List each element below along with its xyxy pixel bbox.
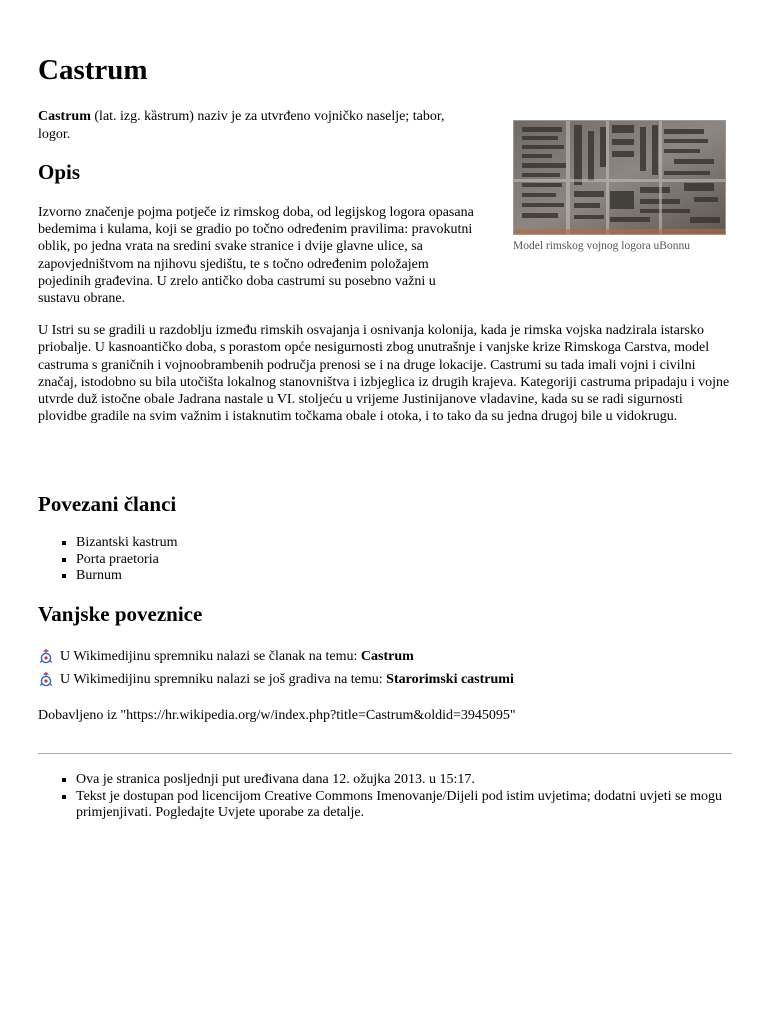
figure-caption: Model rimskog vojnog logora uBonnu (513, 240, 690, 252)
commons-link-prefix-1: U Wikimedijinu spremniku nalazi se članak na temu: (60, 649, 358, 664)
footer-license: ▪ Tekst je dostupan pod licencijom Creative Commons Imenovanje/Dijeli pod istim uvjetima; dodatni uvjeti se mogu primjenjivati. Pogledajte Uvjete uporabe za detalje. (76, 789, 736, 822)
opis-paragraph-1: Izvorno značenje pojma potječe iz rimskog doba, od legijskog logora opasana bedemima i kulama, koji se gradio po točno određenim pravilima: pravokutni oblik, po jedna vrata na sredini svake stranice i dvije glavne ulice, sa zapovjedništvom na njihovu sjedištu, te s točno određenim položajem pojedinih građevina. U zrelo antičko doba castrumi su posebno važni u sustavu obrane. (38, 205, 474, 307)
commons-link-castrum[interactable] (361, 648, 414, 666)
intro-term: Castrum (38, 109, 91, 124)
related-articles-list (38, 535, 178, 585)
commons-link-target-2[interactable]: Starorimski castrumi (386, 672, 514, 687)
footer-info-list (38, 772, 736, 822)
commons-link-row-1 (38, 648, 414, 666)
list-item[interactable] (76, 535, 178, 552)
related-link-burnum[interactable]: Burnum (76, 568, 122, 584)
related-link-bizantski-kastrum[interactable]: Bizantski kastrum (76, 535, 178, 550)
commons-link-target-1[interactable]: Castrum (360, 649, 414, 664)
wikimedia-commons-icon (38, 649, 54, 665)
section-heading-external: Vanjske poveznice (38, 602, 203, 626)
section-heading-opis: Opis (38, 160, 81, 184)
section-heading-related: Povezani članci (38, 492, 177, 516)
commons-link-starorimski-castrumi[interactable] (386, 671, 514, 689)
intro-paragraph (38, 108, 478, 143)
footer-divider (38, 753, 732, 754)
commons-link-prefix-2: U Wikimedijinu spremniku nalazi se još gradiva na temu: (60, 672, 383, 687)
page-title: Castrum (38, 54, 148, 86)
footer-last-modified: ▪ Ova je stranica posljednji put uređivana dana 12. ožujka 2013. u 15:17. (76, 772, 736, 789)
intro-text: (lat. izg. kȁstrum) naziv je za utvrđeno vojničko naselje; tabor, logor. (38, 109, 445, 142)
castrum-model-image[interactable] (513, 120, 726, 235)
list-item[interactable] (76, 568, 178, 585)
list-item[interactable] (76, 552, 178, 569)
thumbnail-figure (513, 120, 727, 253)
commons-link-row-2 (38, 671, 514, 689)
wikimedia-commons-icon (38, 672, 54, 688)
related-link-porta-praetoria[interactable]: Porta praetoria (76, 551, 159, 567)
opis-paragraph-2: U Istri su se gradili u razdoblju između rimskih osvajanja i osnivanja kolonija, kada je rimska vojska nadzirala istarsko priobalje. U kasnoantičko doba, s porastom opće nesigurnosti zbog unutrašnje i vanjske krize Rimskoga Carstva, model castruma s graničnih i vojnoobrambenih područja prenosi se i na druge lokacije. Castrumi su tada imali vojni i civilni značaj, istodobno su bila utočišta lokalnog stanovništva i izbjeglica iz drugih krajeva. Kategoriji castruma pripadaju i vojne utvrde duž istočne obale Jadrana nastale u VI. stoljeću u vrijeme Justinijanove vladavine, kada su se radi sigurnosti plovidbe gradile na svim važnim i istaknutim točkama obale i otoka, i to tako da su jedna drugoj bile u vidokrugu. (38, 323, 730, 425)
retrieved-from: Dobavljeno iz "https://hr.wikipedia.org/w/index.php?title=Castrum&oldid=3945095" (38, 708, 516, 723)
